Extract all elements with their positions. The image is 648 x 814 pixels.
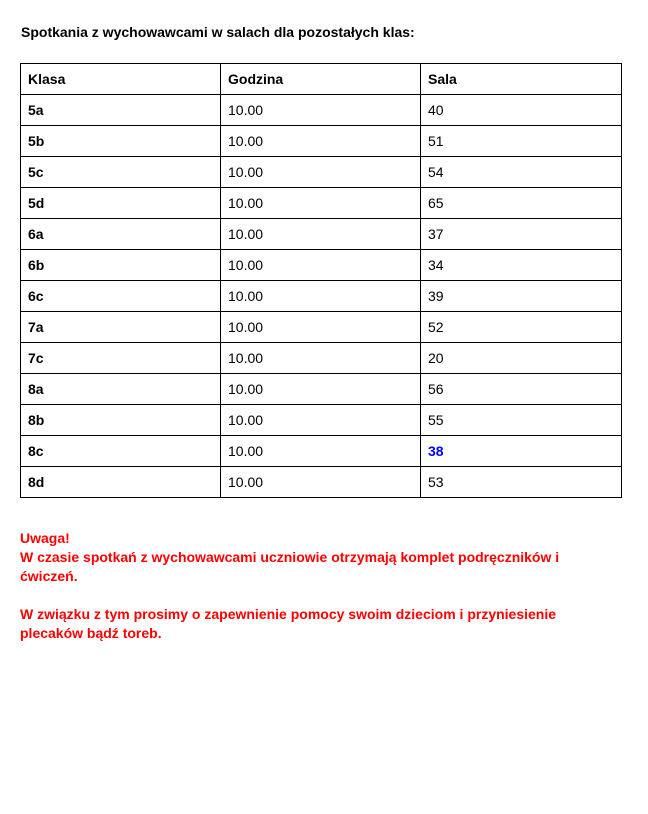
cell-godzina: 10.00	[221, 281, 421, 312]
cell-godzina: 10.00	[221, 312, 421, 343]
cell-klasa: 8c	[21, 436, 221, 467]
cell-sala: 40	[421, 95, 622, 126]
column-header-sala: Sala	[421, 64, 622, 95]
column-header-godzina: Godzina	[221, 64, 421, 95]
cell-sala: 51	[421, 126, 622, 157]
cell-sala: 54	[421, 157, 622, 188]
cell-klasa: 6c	[21, 281, 221, 312]
cell-sala: 38	[421, 436, 622, 467]
cell-godzina: 10.00	[221, 157, 421, 188]
cell-sala: 20	[421, 343, 622, 374]
notice-title: Uwaga!	[20, 530, 70, 546]
cell-klasa: 5c	[21, 157, 221, 188]
table-row	[21, 157, 622, 188]
notice-block	[20, 529, 620, 643]
cell-godzina: 10.00	[221, 374, 421, 405]
cell-sala: 37	[421, 219, 622, 250]
cell-sala: 39	[421, 281, 622, 312]
cell-sala: 56	[421, 374, 622, 405]
table-row	[21, 126, 622, 157]
cell-godzina: 10.00	[221, 126, 421, 157]
cell-sala: 34	[421, 250, 622, 281]
table-row	[21, 436, 622, 467]
cell-godzina: 10.00	[221, 343, 421, 374]
notice-line-textbooks: W czasie spotkań z wychowawcami uczniowie otrzymają komplet podręczników i ćwiczeń.	[20, 549, 560, 584]
table-row	[21, 188, 622, 219]
table-row	[21, 281, 622, 312]
cell-godzina: 10.00	[221, 467, 421, 498]
cell-klasa: 6a	[21, 219, 221, 250]
cell-godzina: 10.00	[221, 405, 421, 436]
cell-sala: 55	[421, 405, 622, 436]
cell-godzina: 10.00	[221, 188, 421, 219]
cell-godzina: 10.00	[221, 250, 421, 281]
cell-sala: 53	[421, 467, 622, 498]
cell-sala: 52	[421, 312, 622, 343]
table-row	[21, 312, 622, 343]
table-row	[21, 467, 622, 498]
cell-klasa: 7c	[21, 343, 221, 374]
table-row	[21, 405, 622, 436]
notice-line-help: W związku z tym prosimy o zapewnienie pomocy swoim dzieciom i przyniesienie plecaków bądź toreb.	[20, 606, 557, 641]
cell-klasa: 5b	[21, 126, 221, 157]
cell-godzina: 10.00	[221, 436, 421, 467]
cell-klasa: 8d	[21, 467, 221, 498]
cell-godzina: 10.00	[221, 219, 421, 250]
table-row	[21, 343, 622, 374]
page-heading: Spotkania z wychowawcami w salach dla pozostałych klas:	[21, 24, 415, 40]
cell-klasa: 5a	[21, 95, 221, 126]
cell-sala: 65	[421, 188, 622, 219]
cell-klasa: 7a	[21, 312, 221, 343]
table-row	[21, 219, 622, 250]
schedule-table-body	[21, 64, 622, 498]
table-row	[21, 95, 622, 126]
cell-klasa: 8b	[21, 405, 221, 436]
table-row	[21, 374, 622, 405]
cell-klasa: 6b	[21, 250, 221, 281]
cell-klasa: 8a	[21, 374, 221, 405]
cell-godzina: 10.00	[221, 95, 421, 126]
schedule-table	[20, 63, 622, 498]
column-header-klasa: Klasa	[21, 64, 221, 95]
notice-spacer	[20, 586, 620, 605]
table-header-row	[21, 64, 622, 95]
table-row	[21, 250, 622, 281]
cell-klasa: 5d	[21, 188, 221, 219]
